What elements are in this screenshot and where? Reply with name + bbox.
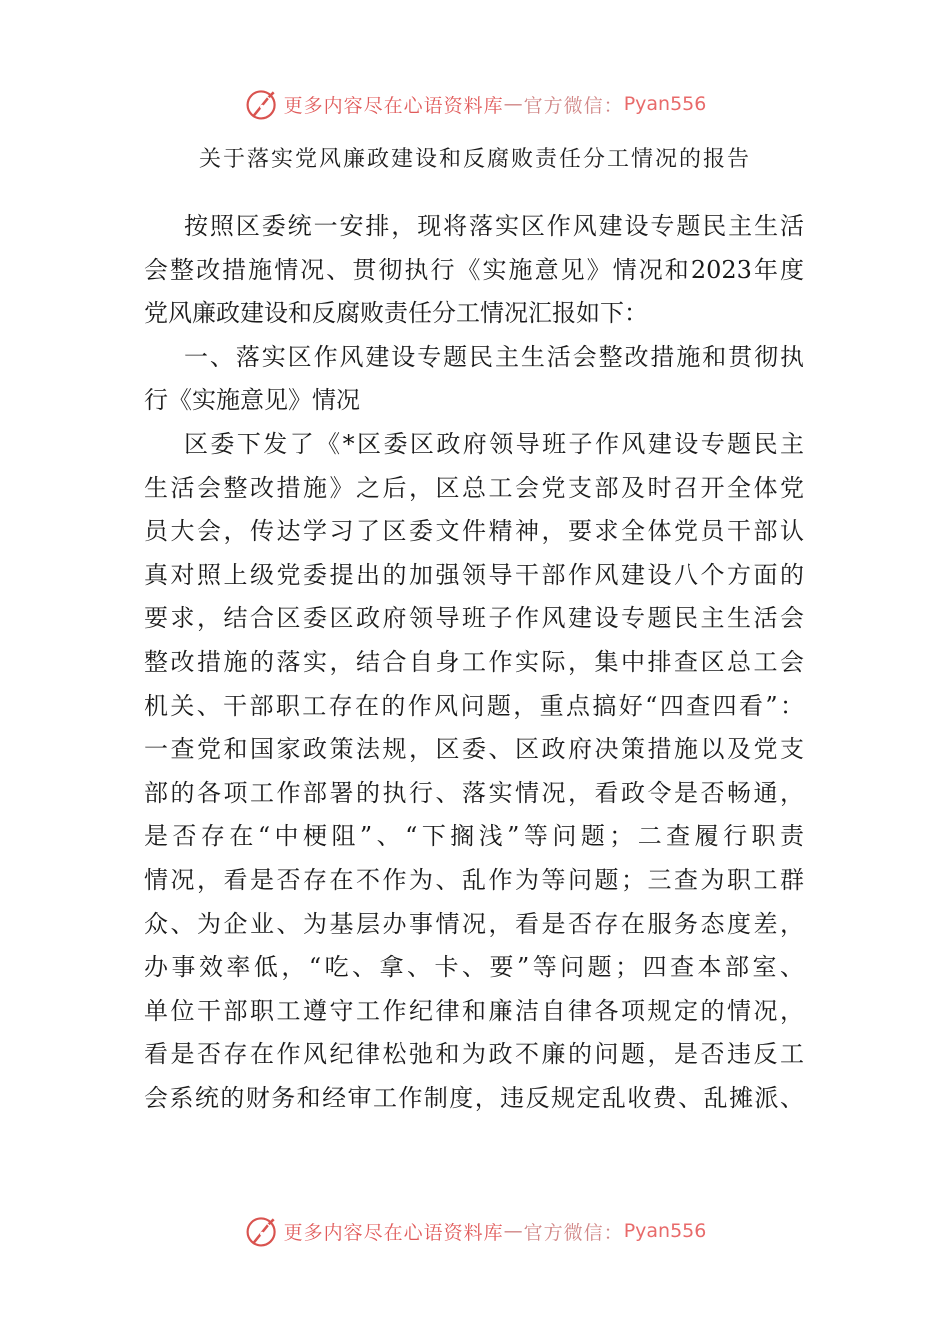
watermark-wechat-id: Pyan556: [623, 93, 707, 115]
section-heading-line: 一、落实区作风建设专题民主生活会整改措施和贯彻执: [184, 342, 804, 371]
watermark-dash: —: [503, 1220, 524, 1242]
watermark-brand: 更多内容尽在心语资料库: [283, 1221, 504, 1244]
body-line: 整改措施的落实，结合自身工作实际，集中排查区总工会: [144, 647, 804, 676]
watermark-header: [0, 84, 950, 124]
body-line: 生活会整改措施》之后，区总工会党支部及时召开全体党: [144, 473, 804, 502]
body-line: 情况，看是否存在不作为、乱作为等问题；三查为职工群: [144, 865, 804, 894]
watermark-wechat-id: Pyan556: [623, 1220, 707, 1242]
section-heading-line: 行《实施意见》情况: [144, 386, 360, 415]
watermark-brand: 更多内容尽在心语资料库: [283, 94, 504, 117]
document-body: [144, 205, 804, 1120]
watermark-wechat-label: 官方微信：: [523, 1221, 624, 1244]
body-line: 要求，结合区委区政府领导班子作风建设专题民主生活会: [144, 604, 804, 633]
fountain-pen-logo-icon: [244, 1213, 280, 1249]
body-line: 单位干部职工遵守工作纪律和廉洁自律各项规定的情况，: [144, 996, 804, 1025]
body-line: 机关、干部职工存在的作风问题，重点搞好“四查四看”：: [144, 691, 804, 720]
body-line: 一查党和国家政策法规，区委、区政府决策措施以及党支: [144, 735, 804, 764]
body-line: 员大会，传达学习了区委文件精神，要求全体党员干部认: [144, 517, 804, 546]
body-line: 按照区委统一安排，现将落实区作风建设专题民主生活: [184, 212, 804, 240]
body-line: 众、为企业、为基层办事情况，看是否存在服务态度差，: [144, 909, 804, 938]
body-line: 党风廉政建设和反腐败责任分工情况汇报如下：: [144, 299, 648, 328]
body-line: 看是否存在作风纪律松弛和为政不廉的问题，是否违反工: [144, 1040, 804, 1069]
body-line: 是否存在“中梗阻”、“下搁浅”等问题；二查履行职责: [144, 822, 804, 851]
body-line: 办事效率低，“吃、拿、卡、要”等问题；四查本部室、: [144, 953, 804, 982]
watermark-dash: —: [503, 93, 524, 115]
body-line: 真对照上级党委提出的加强领导干部作风建设八个方面的: [144, 560, 804, 589]
body-line: 会整改措施情况、贯彻执行《实施意见》情况和2023年度: [144, 255, 804, 284]
body-line: 会系统的财务和经审工作制度，违反规定乱收费、乱摊派、: [144, 1083, 804, 1112]
watermark-wechat-label: 官方微信：: [523, 94, 624, 117]
fountain-pen-logo-icon: [244, 86, 280, 122]
body-line: 部的各项工作部署的执行、落实情况，看政令是否畅通，: [144, 778, 804, 807]
watermark-footer: [0, 1211, 950, 1251]
body-line: 区委下发了《*区委区政府领导班子作风建设专题民主: [184, 429, 804, 458]
document-title: 关于落实党风廉政建设和反腐败责任分工情况的报告: [198, 147, 751, 172]
